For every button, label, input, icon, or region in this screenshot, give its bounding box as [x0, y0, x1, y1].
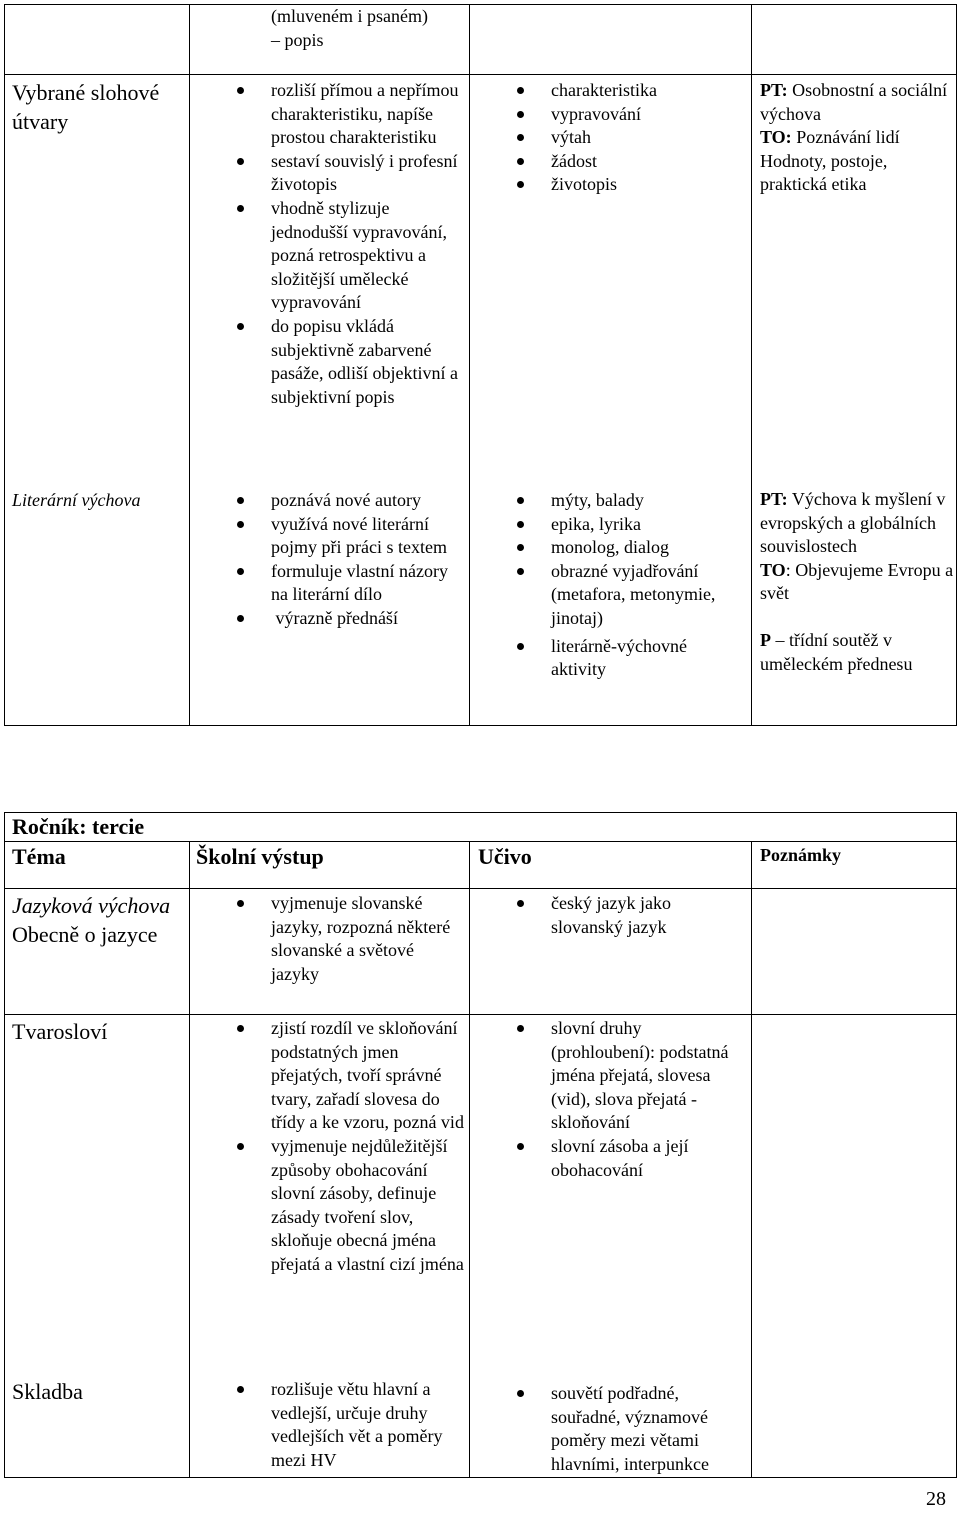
- tema-cell: [12, 489, 187, 513]
- list-item: slovní druhy (prohloubení): podstatná jména přejatá, slovesa (vid), slova přejatá - skloňování: [510, 1017, 745, 1135]
- vystupy-cell: [230, 892, 465, 986]
- list-item: vypravování: [510, 103, 745, 127]
- tema-label: Literární výchova: [12, 490, 141, 510]
- p-label: P: [760, 629, 771, 650]
- header-poznamky-label: Poznámky: [760, 845, 841, 865]
- poznamky-cell: [760, 79, 954, 197]
- ucivo-cell: [510, 489, 745, 682]
- header-tema-label: Téma: [12, 844, 66, 869]
- tema-label: Jazyková výchova: [12, 893, 171, 918]
- row-divider: [4, 841, 957, 842]
- row-divider: [4, 1014, 957, 1015]
- pt-label: PT:: [760, 80, 788, 100]
- header-vystup-label: Školní výstup: [196, 844, 324, 869]
- list-item: slovní zásoba a její obohacování: [510, 1135, 745, 1182]
- tema-cell: [12, 1017, 187, 1046]
- list-item: výtah: [510, 126, 745, 150]
- header-tema: [12, 844, 66, 870]
- vystupy-cell: [230, 79, 465, 409]
- tema-cell: [12, 78, 187, 136]
- list-item: souvětí podřadné, souřadné, významové poměry mezi větami hlavními, interpunkce: [510, 1382, 745, 1476]
- rocnik-title: [12, 814, 144, 840]
- page-number: 28: [926, 1488, 946, 1510]
- pt-label: PT:: [760, 489, 788, 509]
- list-item: český jazyk jako slovanský jazyk: [510, 892, 745, 939]
- tema-label: Skladba: [12, 1379, 83, 1404]
- list-item: rozliší přímou a nepřímou charakteristiku, napíše prostou charakteristiku: [230, 79, 465, 150]
- tema-cell: [12, 891, 187, 949]
- ucivo-cell: [510, 1017, 745, 1182]
- col-divider: [469, 4, 470, 726]
- to-text: Poznávání lidí Hodnoty, postoje, praktická etika: [760, 127, 900, 195]
- to-label: TO: [760, 559, 786, 580]
- header-ucivo-label: Učivo: [478, 844, 532, 869]
- pt-text: Výchova k myšlení v evropských a globálních souvislostech: [760, 489, 946, 557]
- poznamky-cell: [760, 488, 954, 676]
- tema-sub-label: Obecně o jazyce: [12, 922, 158, 947]
- to-text: : Objevujeme Evropu a svět: [760, 559, 954, 604]
- to-label: TO:: [760, 127, 792, 148]
- vystupy-cell: [230, 1017, 465, 1277]
- list-item: využívá nové literární pojmy při práci s textem: [230, 513, 465, 560]
- list-item: rozlišuje větu hlavní a vedlejší, určuje druhy vedlejších vět a poměry mezi HV: [230, 1378, 465, 1472]
- row-divider: [4, 74, 957, 75]
- tema-label: Vybrané slohové útvary: [12, 80, 160, 134]
- ucivo-cell: [510, 1382, 745, 1476]
- rocnik-label: Ročník: tercie: [12, 814, 145, 839]
- list-item: monolog, dialog: [510, 536, 745, 560]
- col-divider: [751, 4, 752, 726]
- p-text: – třídní soutěž v uměleckém přednesu: [760, 629, 913, 674]
- tema-cell: [12, 1377, 187, 1406]
- list-item: výrazně přednáší: [230, 607, 465, 631]
- tema-label: Tvarosloví: [12, 1019, 108, 1044]
- header-poznamky: [760, 844, 841, 866]
- ucivo-cell: [510, 892, 745, 939]
- list-item: mýty, balady: [510, 489, 745, 513]
- header-ucivo: [478, 844, 532, 870]
- vystup-continuation: [271, 5, 461, 52]
- list-item: epika, lyrika: [510, 513, 745, 537]
- col-divider: [189, 841, 190, 1478]
- list-item: do popisu vkládá subjektivně zabarvené pasáže, odliší objektivní a subjektivní popis: [230, 315, 465, 409]
- vystup-cont-line: – popis: [271, 29, 324, 50]
- list-item: životopis: [510, 173, 745, 197]
- list-item: vyjmenuje nejdůležitější způsoby obohacování slovní zásoby, definuje zásady tvoření slov, skloňuje obecná jména přejatá a vlastní cizí jména: [230, 1135, 465, 1277]
- header-vystup: [196, 844, 324, 870]
- list-item: vhodně stylizuje jednodušší vypravování, pozná retrospektivu a složitější umělecké vypravování: [230, 197, 465, 315]
- list-item: sestaví souvislý i profesní životopis: [230, 150, 465, 197]
- col-divider: [751, 841, 752, 1478]
- list-item: vyjmenuje slovanské jazyky, rozpozná některé slovanské a světové jazyky: [230, 892, 465, 986]
- vystupy-cell: [230, 489, 465, 631]
- list-item: literárně-výchovné aktivity: [510, 635, 745, 682]
- list-item: zjistí rozdíl ve skloňování podstatných jmen přejatých, tvoří správné tvary, zařadí slovesa do třídy a ke vzoru, pozná vid: [230, 1017, 465, 1135]
- vystup-cont-line: (mluveném i psaném): [271, 6, 428, 26]
- row-divider: [4, 888, 957, 889]
- ucivo-cell: [510, 79, 745, 197]
- list-item: charakteristika: [510, 79, 745, 103]
- col-divider: [189, 4, 190, 726]
- pt-text: Osobnostní a sociální výchova: [760, 80, 948, 124]
- col-divider: [469, 841, 470, 1478]
- vystupy-cell: [230, 1378, 465, 1472]
- list-item: žádost: [510, 150, 745, 174]
- list-item: formuluje vlastní názory na literární dílo: [230, 560, 465, 607]
- list-item: obrazné vyjadřování (metafora, metonymie, jinotaj): [510, 560, 745, 631]
- list-item: poznává nové autory: [230, 489, 465, 513]
